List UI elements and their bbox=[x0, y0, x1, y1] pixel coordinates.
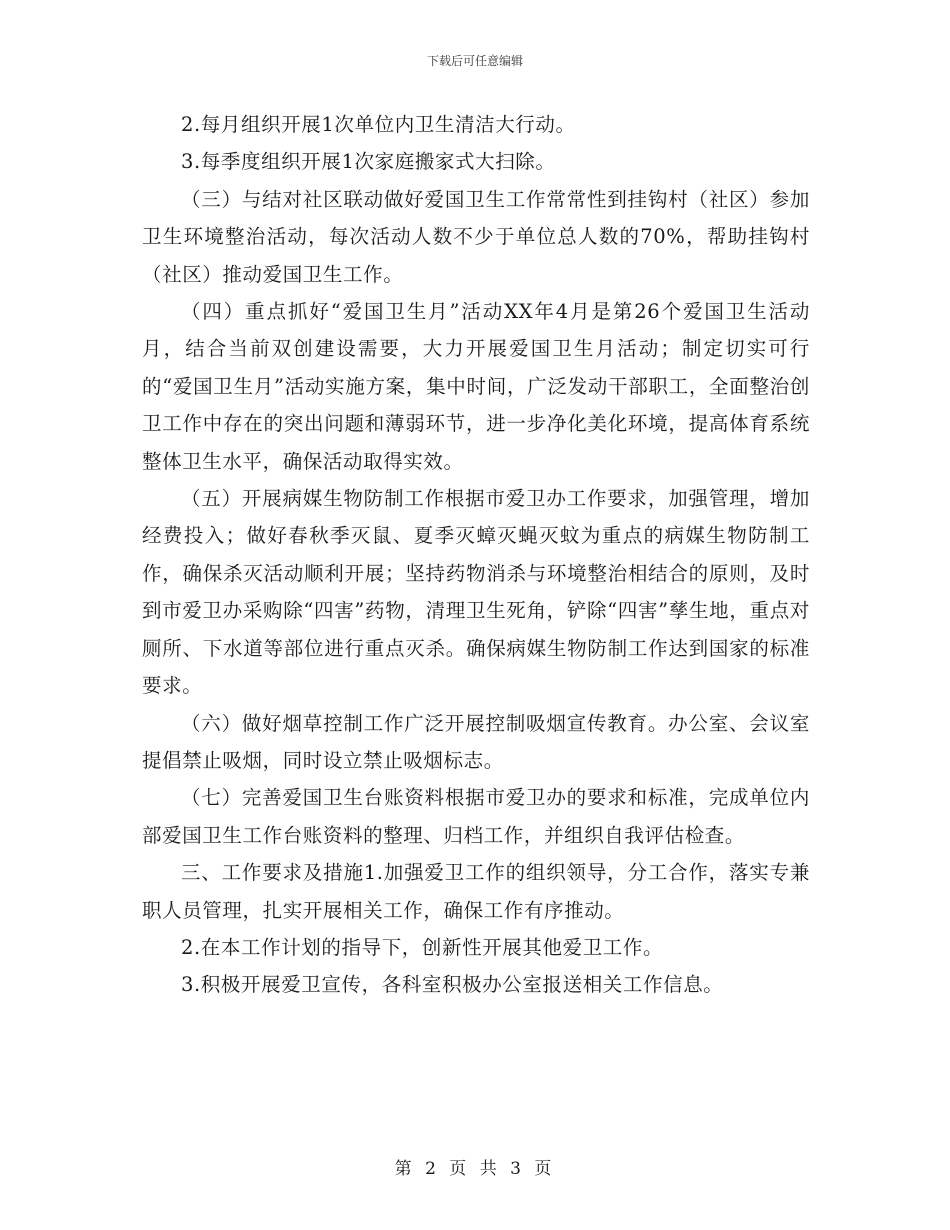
paragraph: （七）完善爱国卫生台账资料根据市爱卫办的要求和标准，完成单位内部爱国卫生工作台账资料的整理、归档工作，并组织自我评估检查。 bbox=[142, 786, 810, 847]
paragraph: 3.每季度组织开展1次家庭搬家式大扫除。 bbox=[181, 150, 556, 174]
paragraph: （四）重点抓好“爱国卫生月”活动XX年4月是第26个爱国卫生活动月，结合当前双创建设需要，大力开展爱国卫生月活动；制定切实可行的“爱国卫生月”活动实施方案，集中时间，广泛发动干部职工，全面整治创卫工作中存在的突出问题和薄弱环节，进一步净化美化环境，提高体育系统整体卫生水平，确保活动取得实效。 bbox=[142, 300, 810, 473]
page-header: 下载后可任意编辑 bbox=[426, 54, 523, 68]
paragraph: （三）与结对社区联动做好爱国卫生工作常常性到挂钩村（社区）参加卫生环境整治活动，每次活动人数不少于单位总人数的70%，帮助挂钩村（社区）推动爱国卫生工作。 bbox=[142, 187, 810, 286]
paragraph: 三、工作要求及措施1.加强爱卫工作的组织领导，分工合作，落实专兼职人员管理，扎实开展相关工作，确保工作有序推动。 bbox=[142, 861, 810, 922]
document-body bbox=[142, 106, 810, 1004]
page-number: 第 2 页 共 3 页 bbox=[394, 1159, 556, 1179]
paragraph: 2.在本工作计划的指导下，创新性开展其他爱卫工作。 bbox=[181, 935, 664, 959]
paragraph: 3.积极开展爱卫宣传，各科室积极办公室报送相关工作信息。 bbox=[181, 973, 724, 997]
paragraph: （五）开展病媒生物防制工作根据市爱卫办工作要求，加强管理，增加经费投入；做好春秋季灭鼠、夏季灭蟑灭蝇灭蚊为重点的病媒生物防制工作，确保杀灭活动顺利开展；坚持药物消杀与环境整治相结合的原则，及时到市爱卫办采购除“四害”药物，清理卫生死角，铲除“四害”孳生地，重点对厕所、下水道等部位进行重点灭杀。确保病媒生物防制工作达到国家的标准要求。 bbox=[142, 487, 810, 698]
paragraph: （六）做好烟草控制工作广泛开展控制吸烟宣传教育。办公室、会议室提倡禁止吸烟，同时设立禁止吸烟标志。 bbox=[142, 711, 810, 772]
paragraph: 2.每月组织开展1次单位内卫生清洁大行动。 bbox=[181, 113, 576, 136]
